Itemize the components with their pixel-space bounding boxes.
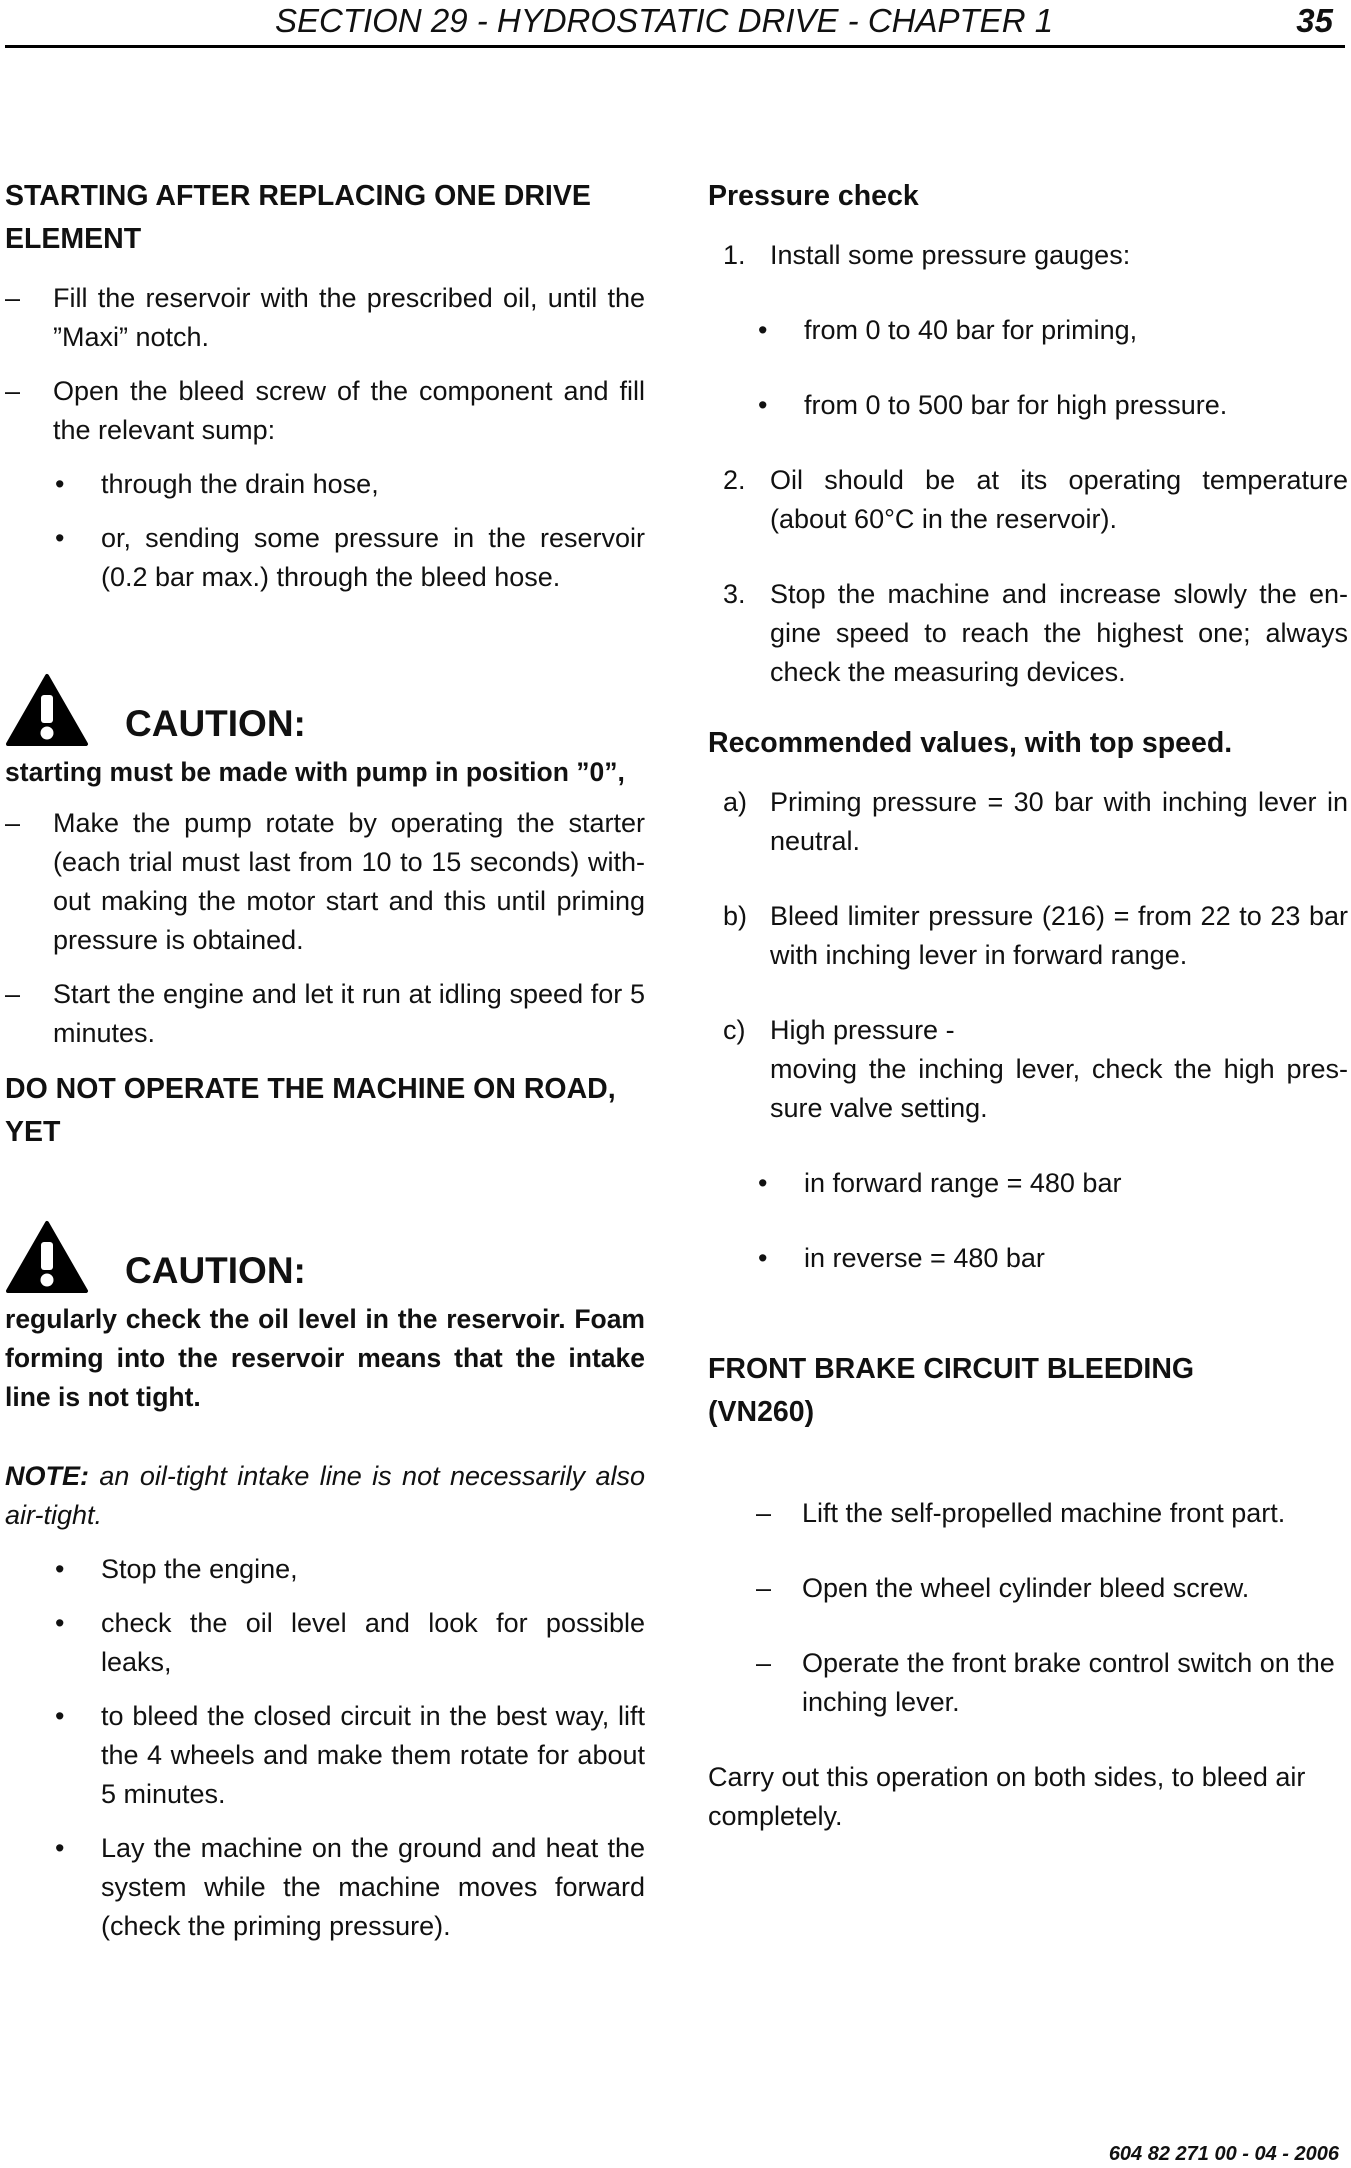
list-item: [756, 1569, 1348, 1608]
list-item: [53, 465, 645, 504]
bullet-marker: •: [55, 1554, 65, 1584]
caution-title: CAUTION:: [125, 703, 306, 744]
dash-marker: –: [756, 1498, 772, 1528]
list-item: [756, 1164, 1348, 1203]
list-item: [756, 1644, 1348, 1722]
item-letter: b): [723, 901, 748, 931]
list-item: [756, 1239, 1348, 1278]
caution-text: starting must be made with pump in position ”0”,: [5, 757, 625, 787]
item-text-block: [770, 1011, 1348, 1128]
bullet-marker: •: [758, 1168, 768, 1198]
road-warning: DO NOT OPERATE THE MACHINE ON ROAD, YET: [5, 1073, 616, 1148]
section-heading-recommended: Recommended values, with top speed.: [708, 727, 1233, 759]
note: [5, 1457, 645, 1535]
item-text: Oil should be at its operating temperature (about 60°C in the reservoir).: [770, 465, 1348, 534]
list-item: [5, 372, 645, 450]
list-item: [5, 804, 645, 960]
list-item-text: Fill the reservoir with the prescribed oil, until the ”Maxi” notch.: [53, 283, 645, 352]
section-heading-front-brake: FRONT BRAKE CIRCUIT BLEEDING (VN260): [708, 1353, 1195, 1428]
list-item-text: from 0 to 40 bar for priming,: [804, 315, 1138, 345]
list-item: [53, 1604, 645, 1682]
dash-marker: –: [756, 1648, 772, 1678]
list-item-text: Open the bleed screw of the component and fill the relevant sump:: [53, 376, 645, 445]
warning-triangle-icon: [5, 1220, 89, 1294]
closing-text: Carry out this operation on both sides, to bleed air completely.: [708, 1762, 1306, 1831]
bullet-marker: •: [55, 1608, 65, 1638]
item-text: Stop the machine and increase slowly the en-gine speed to reach the highest one; always check the measuring devices.: [770, 579, 1348, 687]
list-item-text: or, sending some pressure in the reservoir (0.2 bar max.) through the bleed hose.: [101, 523, 645, 592]
item-text: High pressure -: [770, 1015, 955, 1045]
list-item: [756, 386, 1348, 425]
item-text: moving the inching lever, check the high pres-sure valve setting.: [770, 1054, 1348, 1123]
caution-text: regularly check the oil level in the reservoir. Foam forming into the reservoir means that the intake line is not tight.: [5, 1304, 645, 1412]
list-item-text: Operate the front brake control switch on the inching lever.: [802, 1648, 1335, 1717]
dash-marker: –: [5, 376, 21, 406]
list-item-text: Lay the machine on the ground and heat the system while the machine moves forward (check the priming pressure).: [101, 1833, 645, 1941]
list-item-text: Start the engine and let it run at idling speed for 5 minutes.: [53, 979, 645, 1048]
dash-marker: –: [5, 283, 21, 313]
item-number: 2.: [723, 465, 746, 495]
list-item: [5, 975, 645, 1053]
list-item-text: from 0 to 500 bar for high pressure.: [804, 390, 1228, 420]
item-text: Install some pressure gauges:: [770, 240, 1131, 270]
caution-block: [5, 1214, 645, 1417]
dash-marker: –: [5, 979, 21, 1009]
bullet-marker: •: [55, 1701, 65, 1731]
section-heading-pressure-check: Pressure check: [708, 180, 919, 212]
list-item-text: Open the wheel cylinder bleed screw.: [802, 1573, 1250, 1603]
bullet-marker: •: [758, 390, 768, 420]
header-title: SECTION 29 - HYDROSTATIC DRIVE - CHAPTER 1: [275, 2, 1054, 39]
list-item: [53, 1697, 645, 1814]
item-letter: a): [723, 787, 748, 817]
bullet-marker: •: [758, 1243, 768, 1273]
caution-title: CAUTION:: [125, 1250, 306, 1291]
lettered-item: [723, 897, 1348, 975]
numbered-item: [723, 461, 1348, 539]
numbered-item: [723, 575, 1348, 692]
section-heading-starting: STARTING AFTER REPLACING ONE DRIVE ELEMENT: [5, 180, 591, 255]
item-text: Bleed limiter pressure (216) = from 22 to 23 bar with inching lever in forward range.: [770, 901, 1348, 970]
list-item: [53, 1829, 645, 1946]
list-item-text: in forward range = 480 bar: [804, 1168, 1122, 1198]
page-header: [5, 0, 1345, 48]
list-item-text: to bleed the closed circuit in the best way, lift the 4 wheels and make them rotate for about 5 minutes.: [101, 1701, 645, 1809]
list-item-text: through the drain hose,: [101, 469, 379, 499]
right-column: [708, 150, 1348, 1836]
note-text: an oil-tight intake line is not necessarily also air-tight.: [5, 1461, 645, 1530]
list-item-text: Make the pump rotate by operating the starter (each trial must last from 10 to 15 seconds) with-out making the motor start and this until priming pressure is obtained.: [53, 808, 645, 955]
lettered-item: [723, 1011, 1348, 1128]
bullet-marker: •: [55, 1833, 65, 1863]
list-item-text: in reverse = 480 bar: [804, 1243, 1045, 1273]
item-letter: c): [723, 1015, 746, 1045]
bullet-marker: •: [55, 469, 65, 499]
list-item: [53, 1550, 645, 1589]
dash-marker: –: [5, 808, 21, 838]
item-number: 1.: [723, 240, 746, 270]
caution-block: [5, 667, 645, 792]
warning-triangle-icon: [5, 673, 89, 747]
bullet-marker: •: [758, 315, 768, 345]
list-item: [756, 1494, 1348, 1533]
list-item: [5, 279, 645, 357]
lettered-item: [723, 783, 1348, 861]
list-item-text: check the oil level and look for possible leaks,: [101, 1608, 645, 1677]
footer-code: 604 82 271 00 - 04 - 2006: [1108, 2143, 1339, 2165]
item-number: 3.: [723, 579, 746, 609]
dash-marker: –: [756, 1573, 772, 1603]
list-item: [756, 311, 1348, 350]
item-text: Priming pressure = 30 bar with inching lever in neutral.: [770, 787, 1348, 856]
left-column: [5, 150, 645, 1961]
list-item: [53, 519, 645, 597]
bullet-marker: •: [55, 523, 65, 553]
numbered-item: [723, 236, 1348, 275]
note-label: NOTE:: [5, 1461, 89, 1491]
page-number: 35: [1296, 2, 1333, 39]
list-item-text: Stop the engine,: [101, 1554, 298, 1584]
list-item-text: Lift the self-propelled machine front part.: [802, 1498, 1286, 1528]
